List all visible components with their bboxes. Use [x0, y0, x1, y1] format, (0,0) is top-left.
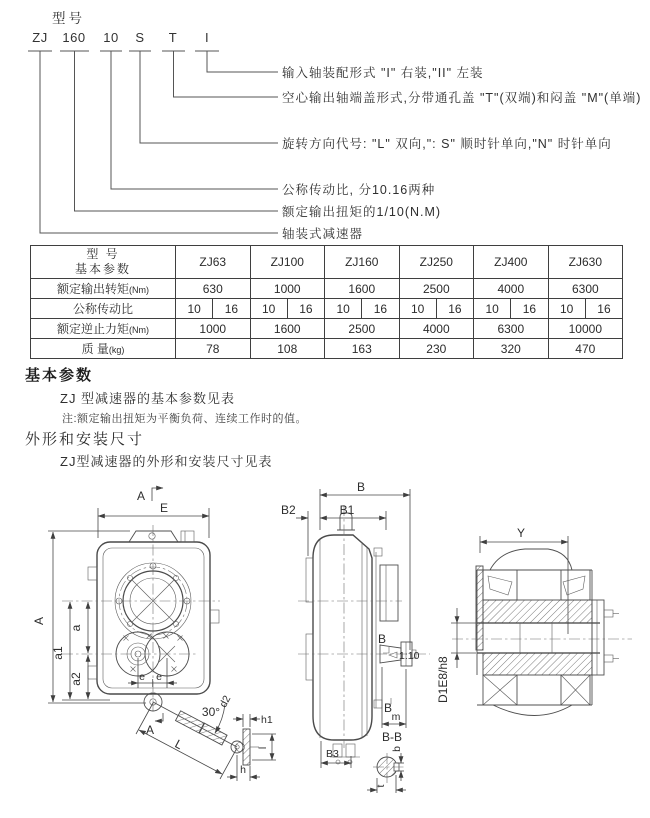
dim-label-l: l — [257, 746, 269, 750]
value-cell: 10 — [474, 299, 511, 319]
model-code-part: 160 — [62, 30, 86, 45]
dim-label-key-b: b — [391, 746, 403, 752]
value-cell: 16 — [511, 299, 548, 319]
column-header: ZJ630 — [548, 246, 623, 279]
model-section-title: 型号 — [52, 11, 85, 26]
dim-label-a1: a1 — [51, 646, 65, 660]
dim-label-y: Y — [516, 526, 526, 540]
value-cell: 320 — [474, 339, 549, 359]
model-code-part: ZJ — [32, 30, 48, 45]
basic-params-text: ZJ 型减速器的基本参数见表 — [60, 391, 236, 406]
value-cell: 6300 — [474, 319, 549, 339]
column-header: ZJ250 — [399, 246, 474, 279]
model-code-part: I — [204, 30, 210, 45]
outline-dimension-drawings — [0, 473, 650, 818]
value-cell: 10 — [325, 299, 362, 319]
dim-label-h1: h1 — [261, 714, 273, 726]
value-cell: 10000 — [548, 319, 623, 339]
dim-label-section-a2: A — [146, 723, 155, 737]
value-cell: 78 — [176, 339, 251, 359]
dim-label-section-b-bottom: B — [384, 701, 393, 715]
row-label-cell: 额定输出转矩(Nm) — [31, 279, 176, 299]
model-code-part: T — [168, 30, 178, 45]
column-header: ZJ400 — [474, 246, 549, 279]
value-cell: 2500 — [325, 319, 400, 339]
value-cell: 1000 — [176, 319, 251, 339]
model-description: 旋转方向代号: "L" 双向,": S" 顺时针单向,"N" 时针单向 — [282, 137, 612, 151]
model-description: 额定输出扭矩的1/10(N.M) — [282, 205, 442, 219]
dim-label-h: h — [240, 764, 246, 776]
dim-label-a2: a2 — [69, 672, 83, 686]
dim-label-a: a — [69, 624, 83, 632]
model-description: 空心输出轴端盖形式,分带通孔盖 "T"(双端)和闷盖 "M"(单端) — [282, 91, 642, 105]
dim-label-section-a: A — [137, 489, 146, 503]
side-view-drawing — [281, 480, 430, 793]
value-cell: 6300 — [548, 279, 623, 299]
basic-params-heading: 基本参数 — [25, 367, 94, 384]
dim-label-b2: B2 — [281, 503, 296, 517]
dim-label-key-t: t — [375, 784, 387, 788]
section-bb-title: B-B — [382, 730, 403, 744]
dim-label-L: L — [172, 736, 186, 753]
value-cell: 630 — [176, 279, 251, 299]
value-cell: 230 — [399, 339, 474, 359]
model-code-part: 10 — [103, 30, 119, 45]
value-cell: 10 — [399, 299, 436, 319]
parameters-table — [30, 245, 623, 359]
model-code-part: S — [135, 30, 145, 45]
value-cell: 10 — [250, 299, 287, 319]
value-cell: 16 — [585, 299, 622, 319]
value-cell: 163 — [325, 339, 400, 359]
value-cell: 10 — [548, 299, 585, 319]
row-label-cell: 质 量(kg) — [31, 339, 176, 359]
column-header: ZJ160 — [325, 246, 400, 279]
value-cell: 1600 — [325, 279, 400, 299]
value-cell: 16 — [436, 299, 473, 319]
model-description: 公称传动比, 分10.16两种 — [282, 183, 436, 197]
dim-label-b3: B3 — [326, 748, 339, 760]
dimensions-heading: 外形和安装尺寸 — [25, 431, 145, 448]
dim-label-bore-fit: D1E8/h8 — [436, 656, 450, 703]
value-cell: 470 — [548, 339, 623, 359]
model-description: 输入轴装配形式 "I" 右装,"II" 左装 — [282, 66, 484, 80]
dimensions-text: ZJ型减速器的外形和安装尺寸见表 — [60, 454, 273, 469]
dim-label-30deg: 30° — [201, 705, 221, 719]
column-header: ZJ100 — [250, 246, 325, 279]
dim-label-e-width: E — [160, 501, 169, 515]
value-cell: 1600 — [250, 319, 325, 339]
value-cell: 1000 — [250, 279, 325, 299]
dim-label-e1: e — [139, 671, 145, 683]
dim-label-d2: d2 — [217, 693, 234, 710]
value-cell: 2500 — [399, 279, 474, 299]
row-label-cell: 额定逆止力矩(Nm) — [31, 319, 176, 339]
column-header: ZJ63 — [176, 246, 251, 279]
dim-label-b-width: B — [356, 480, 366, 494]
value-cell: 16 — [362, 299, 399, 319]
value-cell: 10 — [176, 299, 213, 319]
value-cell: 108 — [250, 339, 325, 359]
value-cell: 4000 — [474, 279, 549, 299]
basic-params-note: 注:额定输出扭矩为平衡负荷、连续工作时的值。 — [62, 413, 308, 425]
dim-label-section-b-top: B — [378, 632, 387, 646]
value-cell: 16 — [213, 299, 250, 319]
value-cell: 4000 — [399, 319, 474, 339]
value-cell: 16 — [287, 299, 324, 319]
dim-label-a-height: A — [32, 616, 46, 626]
table-corner-cell: 型 号 基本参数 — [31, 246, 176, 279]
dim-label-taper: 1:10 — [399, 650, 420, 662]
row-label-cell: 公称传动比 — [31, 299, 176, 319]
dim-label-b1: B1 — [339, 503, 355, 517]
dim-label-m: m — [391, 711, 401, 723]
model-description: 轴装式减速器 — [282, 227, 364, 241]
dim-label-e2: e — [156, 671, 162, 683]
front-view-drawing — [32, 488, 276, 781]
shaft-section-drawing — [436, 526, 632, 716]
